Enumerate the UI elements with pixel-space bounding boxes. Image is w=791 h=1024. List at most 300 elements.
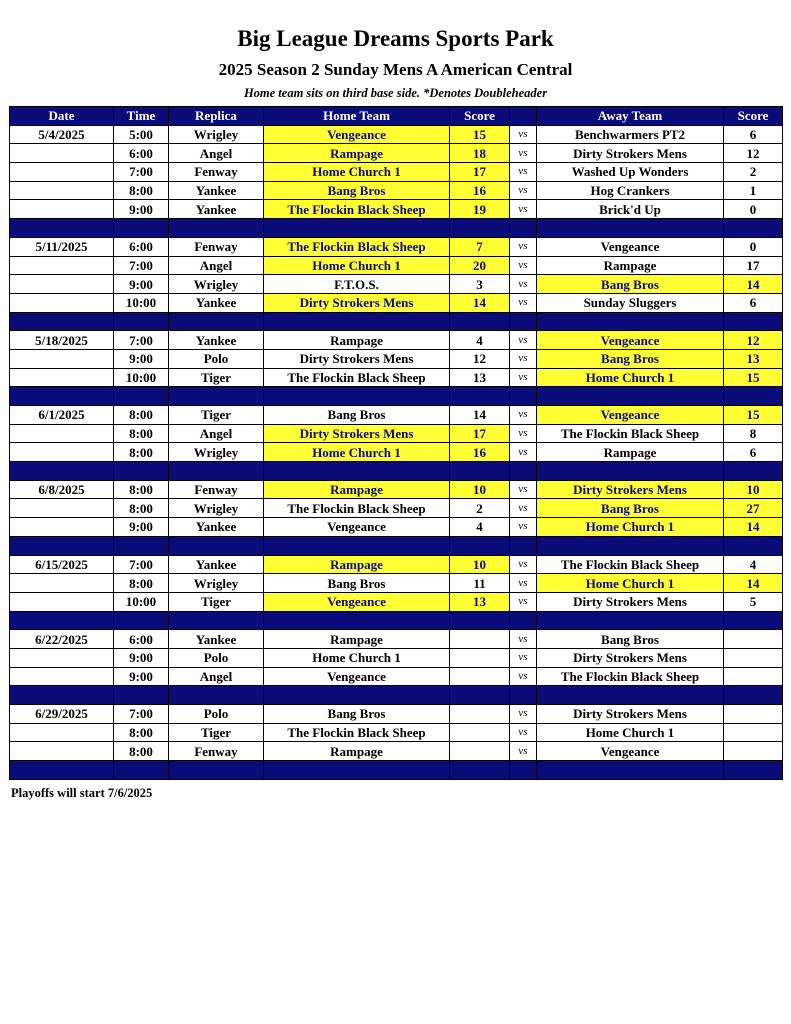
week-separator bbox=[10, 761, 783, 780]
game-date bbox=[10, 723, 114, 742]
game-date bbox=[10, 293, 114, 312]
away-team: Benchwarmers PT2 bbox=[537, 125, 724, 144]
home-score: 17 bbox=[450, 424, 510, 443]
schedule-table bbox=[9, 106, 783, 780]
game-field: Fenway bbox=[169, 163, 264, 182]
away-team: The Flockin Black Sheep bbox=[537, 424, 724, 443]
away-team: Dirty Strokers Mens bbox=[537, 144, 724, 163]
away-team: Bang Bros bbox=[537, 349, 724, 368]
game-field: Angel bbox=[169, 667, 264, 686]
home-score bbox=[450, 667, 510, 686]
game-time: 8:00 bbox=[114, 742, 169, 761]
game-time: 6:00 bbox=[114, 144, 169, 163]
table-row bbox=[10, 256, 783, 275]
col-header-replica: Replica bbox=[169, 107, 264, 126]
game-date: 5/11/2025 bbox=[10, 237, 114, 256]
home-score: 13 bbox=[450, 368, 510, 387]
col-header-vs bbox=[510, 107, 537, 126]
separator-cell bbox=[450, 219, 510, 238]
separator-cell bbox=[724, 312, 783, 331]
separator-cell bbox=[537, 761, 724, 780]
separator-cell bbox=[114, 536, 169, 555]
game-date: 6/22/2025 bbox=[10, 630, 114, 649]
separator-cell bbox=[264, 462, 450, 481]
home-score: 11 bbox=[450, 574, 510, 593]
game-field: Wrigley bbox=[169, 443, 264, 462]
game-date bbox=[10, 368, 114, 387]
separator-cell bbox=[724, 761, 783, 780]
home-score: 10 bbox=[450, 555, 510, 574]
home-score bbox=[450, 630, 510, 649]
home-score: 4 bbox=[450, 518, 510, 537]
schedule-subtitle: 2025 Season 2 Sunday Mens A American Central bbox=[218, 60, 573, 79]
home-team: Vengeance bbox=[264, 518, 450, 537]
away-team: Brick'd Up bbox=[537, 200, 724, 219]
schedule-note: Home team sits on third base side. *Denotes Doubleheader bbox=[243, 86, 548, 100]
week-separator bbox=[10, 462, 783, 481]
game-time: 8:00 bbox=[114, 574, 169, 593]
game-field: Wrigley bbox=[169, 275, 264, 294]
away-team: Vengeance bbox=[537, 331, 724, 350]
separator-cell bbox=[510, 761, 537, 780]
away-team: Rampage bbox=[537, 256, 724, 275]
separator-cell bbox=[264, 761, 450, 780]
playoffs-note: Playoffs will start 7/6/2025 bbox=[11, 786, 153, 800]
home-team: Rampage bbox=[264, 144, 450, 163]
home-team: Rampage bbox=[264, 555, 450, 574]
table-row bbox=[10, 518, 783, 537]
away-team: Dirty Strokers Mens bbox=[537, 705, 724, 724]
game-field: Polo bbox=[169, 648, 264, 667]
home-team: Dirty Strokers Mens bbox=[264, 293, 450, 312]
game-date bbox=[10, 181, 114, 200]
separator-cell bbox=[724, 462, 783, 481]
vs-label: vs bbox=[510, 181, 537, 200]
away-score: 27 bbox=[724, 499, 783, 518]
separator-cell bbox=[169, 387, 264, 406]
away-team: Sunday Sluggers bbox=[537, 293, 724, 312]
vs-label: vs bbox=[510, 499, 537, 518]
game-time: 7:00 bbox=[114, 163, 169, 182]
vs-label: vs bbox=[510, 518, 537, 537]
game-field: Wrigley bbox=[169, 574, 264, 593]
vs-label: vs bbox=[510, 742, 537, 761]
table-row bbox=[10, 480, 783, 499]
home-score: 20 bbox=[450, 256, 510, 275]
away-team: Bang Bros bbox=[537, 630, 724, 649]
table-row bbox=[10, 349, 783, 368]
vs-label: vs bbox=[510, 349, 537, 368]
table-row bbox=[10, 406, 783, 425]
col-header-time: Time bbox=[114, 107, 169, 126]
away-score: 4 bbox=[724, 555, 783, 574]
away-team: Vengeance bbox=[537, 742, 724, 761]
game-time: 9:00 bbox=[114, 275, 169, 294]
separator-cell bbox=[114, 761, 169, 780]
vs-label: vs bbox=[510, 406, 537, 425]
away-score: 0 bbox=[724, 237, 783, 256]
page-title: Big League Dreams Sports Park bbox=[237, 26, 554, 51]
away-score: 8 bbox=[724, 424, 783, 443]
table-row bbox=[10, 574, 783, 593]
table-row bbox=[10, 424, 783, 443]
game-date: 6/8/2025 bbox=[10, 480, 114, 499]
away-score: 15 bbox=[724, 368, 783, 387]
game-time: 7:00 bbox=[114, 331, 169, 350]
home-team: The Flockin Black Sheep bbox=[264, 200, 450, 219]
col-header-away-team: Away Team bbox=[537, 107, 724, 126]
separator-cell bbox=[450, 462, 510, 481]
away-score: 15 bbox=[724, 406, 783, 425]
table-row bbox=[10, 275, 783, 294]
table-row bbox=[10, 499, 783, 518]
game-field: Angel bbox=[169, 424, 264, 443]
away-team: Home Church 1 bbox=[537, 518, 724, 537]
away-score: 6 bbox=[724, 443, 783, 462]
home-team: Dirty Strokers Mens bbox=[264, 349, 450, 368]
week-separator bbox=[10, 536, 783, 555]
home-score: 3 bbox=[450, 275, 510, 294]
away-team: Bang Bros bbox=[537, 499, 724, 518]
game-date bbox=[10, 275, 114, 294]
away-score bbox=[724, 648, 783, 667]
home-score: 16 bbox=[450, 443, 510, 462]
away-team: Rampage bbox=[537, 443, 724, 462]
table-row bbox=[10, 200, 783, 219]
game-time: 8:00 bbox=[114, 406, 169, 425]
vs-label: vs bbox=[510, 592, 537, 611]
away-score: 0 bbox=[724, 200, 783, 219]
separator-cell bbox=[10, 219, 114, 238]
vs-label: vs bbox=[510, 293, 537, 312]
away-score bbox=[724, 667, 783, 686]
game-date bbox=[10, 499, 114, 518]
home-team: Vengeance bbox=[264, 667, 450, 686]
separator-cell bbox=[450, 686, 510, 705]
away-team: The Flockin Black Sheep bbox=[537, 555, 724, 574]
separator-cell bbox=[450, 312, 510, 331]
away-score bbox=[724, 705, 783, 724]
game-time: 9:00 bbox=[114, 349, 169, 368]
separator-cell bbox=[169, 219, 264, 238]
separator-cell bbox=[10, 387, 114, 406]
week-separator bbox=[10, 219, 783, 238]
game-time: 10:00 bbox=[114, 293, 169, 312]
separator-cell bbox=[169, 312, 264, 331]
game-field: Fenway bbox=[169, 480, 264, 499]
home-score: 7 bbox=[450, 237, 510, 256]
away-score: 1 bbox=[724, 181, 783, 200]
separator-cell bbox=[510, 686, 537, 705]
game-date bbox=[10, 742, 114, 761]
game-date bbox=[10, 574, 114, 593]
separator-cell bbox=[169, 462, 264, 481]
table-row bbox=[10, 555, 783, 574]
game-date bbox=[10, 518, 114, 537]
vs-label: vs bbox=[510, 144, 537, 163]
home-score: 19 bbox=[450, 200, 510, 219]
game-date: 6/29/2025 bbox=[10, 705, 114, 724]
game-field: Angel bbox=[169, 144, 264, 163]
separator-cell bbox=[114, 219, 169, 238]
away-score bbox=[724, 723, 783, 742]
home-score bbox=[450, 705, 510, 724]
separator-cell bbox=[450, 536, 510, 555]
away-score: 10 bbox=[724, 480, 783, 499]
away-team: Vengeance bbox=[537, 237, 724, 256]
separator-cell bbox=[10, 312, 114, 331]
separator-cell bbox=[450, 761, 510, 780]
separator-cell bbox=[724, 219, 783, 238]
vs-label: vs bbox=[510, 237, 537, 256]
separator-cell bbox=[264, 312, 450, 331]
vs-label: vs bbox=[510, 256, 537, 275]
separator-cell bbox=[114, 462, 169, 481]
game-date: 5/18/2025 bbox=[10, 331, 114, 350]
vs-label: vs bbox=[510, 424, 537, 443]
separator-cell bbox=[724, 536, 783, 555]
away-score: 2 bbox=[724, 163, 783, 182]
week-separator bbox=[10, 686, 783, 705]
home-score: 17 bbox=[450, 163, 510, 182]
home-team: Bang Bros bbox=[264, 574, 450, 593]
vs-label: vs bbox=[510, 275, 537, 294]
vs-label: vs bbox=[510, 555, 537, 574]
away-team: Vengeance bbox=[537, 406, 724, 425]
home-team: Bang Bros bbox=[264, 181, 450, 200]
separator-cell bbox=[264, 686, 450, 705]
separator-cell bbox=[169, 761, 264, 780]
game-field: Tiger bbox=[169, 368, 264, 387]
home-score: 2 bbox=[450, 499, 510, 518]
separator-cell bbox=[537, 611, 724, 630]
away-score: 6 bbox=[724, 125, 783, 144]
home-team: Rampage bbox=[264, 480, 450, 499]
away-team: Dirty Strokers Mens bbox=[537, 592, 724, 611]
game-time: 8:00 bbox=[114, 499, 169, 518]
home-score: 16 bbox=[450, 181, 510, 200]
game-time: 6:00 bbox=[114, 630, 169, 649]
vs-label: vs bbox=[510, 574, 537, 593]
home-team: Home Church 1 bbox=[264, 443, 450, 462]
separator-cell bbox=[510, 462, 537, 481]
away-team: Dirty Strokers Mens bbox=[537, 648, 724, 667]
table-row bbox=[10, 630, 783, 649]
vs-label: vs bbox=[510, 630, 537, 649]
game-date bbox=[10, 256, 114, 275]
vs-label: vs bbox=[510, 667, 537, 686]
separator-cell bbox=[724, 387, 783, 406]
game-time: 10:00 bbox=[114, 368, 169, 387]
separator-cell bbox=[537, 536, 724, 555]
vs-label: vs bbox=[510, 125, 537, 144]
home-team: Home Church 1 bbox=[264, 163, 450, 182]
game-date bbox=[10, 443, 114, 462]
home-score: 10 bbox=[450, 480, 510, 499]
table-row bbox=[10, 163, 783, 182]
table-row bbox=[10, 648, 783, 667]
home-score: 4 bbox=[450, 331, 510, 350]
game-field: Yankee bbox=[169, 555, 264, 574]
away-score bbox=[724, 742, 783, 761]
home-team: Vengeance bbox=[264, 592, 450, 611]
home-team: Rampage bbox=[264, 331, 450, 350]
home-team: Home Church 1 bbox=[264, 648, 450, 667]
separator-cell bbox=[537, 387, 724, 406]
away-score: 12 bbox=[724, 331, 783, 350]
game-date bbox=[10, 424, 114, 443]
game-time: 9:00 bbox=[114, 518, 169, 537]
game-date bbox=[10, 349, 114, 368]
game-date bbox=[10, 163, 114, 182]
game-field: Yankee bbox=[169, 200, 264, 219]
game-field: Fenway bbox=[169, 742, 264, 761]
table-row bbox=[10, 368, 783, 387]
game-date: 6/15/2025 bbox=[10, 555, 114, 574]
home-score: 12 bbox=[450, 349, 510, 368]
away-team: The Flockin Black Sheep bbox=[537, 667, 724, 686]
separator-cell bbox=[114, 686, 169, 705]
game-time: 7:00 bbox=[114, 705, 169, 724]
game-time: 8:00 bbox=[114, 424, 169, 443]
game-field: Wrigley bbox=[169, 125, 264, 144]
game-field: Yankee bbox=[169, 630, 264, 649]
home-team: The Flockin Black Sheep bbox=[264, 499, 450, 518]
game-field: Fenway bbox=[169, 237, 264, 256]
vs-label: vs bbox=[510, 723, 537, 742]
away-score: 6 bbox=[724, 293, 783, 312]
home-team: The Flockin Black Sheep bbox=[264, 723, 450, 742]
week-separator bbox=[10, 611, 783, 630]
separator-cell bbox=[169, 536, 264, 555]
home-score: 15 bbox=[450, 125, 510, 144]
table-row bbox=[10, 443, 783, 462]
game-date bbox=[10, 667, 114, 686]
game-time: 8:00 bbox=[114, 480, 169, 499]
game-field: Tiger bbox=[169, 723, 264, 742]
vs-label: vs bbox=[510, 163, 537, 182]
home-team: The Flockin Black Sheep bbox=[264, 237, 450, 256]
separator-cell bbox=[537, 462, 724, 481]
table-row bbox=[10, 237, 783, 256]
table-row bbox=[10, 144, 783, 163]
separator-cell bbox=[510, 219, 537, 238]
game-field: Tiger bbox=[169, 406, 264, 425]
separator-cell bbox=[724, 611, 783, 630]
table-row bbox=[10, 705, 783, 724]
vs-label: vs bbox=[510, 200, 537, 219]
separator-cell bbox=[264, 611, 450, 630]
away-team: Home Church 1 bbox=[537, 574, 724, 593]
game-date: 5/4/2025 bbox=[10, 125, 114, 144]
table-row bbox=[10, 331, 783, 350]
game-time: 8:00 bbox=[114, 443, 169, 462]
home-team: Bang Bros bbox=[264, 705, 450, 724]
vs-label: vs bbox=[510, 648, 537, 667]
game-time: 10:00 bbox=[114, 592, 169, 611]
separator-cell bbox=[10, 536, 114, 555]
table-row bbox=[10, 181, 783, 200]
game-time: 5:00 bbox=[114, 125, 169, 144]
home-score: 14 bbox=[450, 406, 510, 425]
game-field: Yankee bbox=[169, 518, 264, 537]
separator-cell bbox=[264, 536, 450, 555]
home-score: 14 bbox=[450, 293, 510, 312]
away-score: 14 bbox=[724, 518, 783, 537]
separator-cell bbox=[264, 219, 450, 238]
away-score: 14 bbox=[724, 275, 783, 294]
schedule-body bbox=[10, 125, 783, 779]
week-separator bbox=[10, 387, 783, 406]
separator-cell bbox=[114, 387, 169, 406]
game-field: Yankee bbox=[169, 181, 264, 200]
table-header-row bbox=[10, 107, 783, 126]
table-row bbox=[10, 293, 783, 312]
separator-cell bbox=[537, 312, 724, 331]
table-row bbox=[10, 592, 783, 611]
separator-cell bbox=[724, 686, 783, 705]
away-score: 5 bbox=[724, 592, 783, 611]
game-date bbox=[10, 144, 114, 163]
away-team: Home Church 1 bbox=[537, 723, 724, 742]
vs-label: vs bbox=[510, 331, 537, 350]
separator-cell bbox=[10, 462, 114, 481]
game-date bbox=[10, 200, 114, 219]
game-time: 8:00 bbox=[114, 181, 169, 200]
game-time: 9:00 bbox=[114, 667, 169, 686]
home-score bbox=[450, 742, 510, 761]
table-row bbox=[10, 125, 783, 144]
home-score bbox=[450, 723, 510, 742]
away-score: 17 bbox=[724, 256, 783, 275]
col-header-away-score: Score bbox=[724, 107, 783, 126]
game-field: Tiger bbox=[169, 592, 264, 611]
table-row bbox=[10, 742, 783, 761]
col-header-date: Date bbox=[10, 107, 114, 126]
separator-cell bbox=[537, 686, 724, 705]
separator-cell bbox=[169, 686, 264, 705]
home-score: 18 bbox=[450, 144, 510, 163]
away-score: 14 bbox=[724, 574, 783, 593]
separator-cell bbox=[510, 611, 537, 630]
week-separator bbox=[10, 312, 783, 331]
separator-cell bbox=[10, 611, 114, 630]
game-time: 7:00 bbox=[114, 555, 169, 574]
game-field: Wrigley bbox=[169, 499, 264, 518]
table-row bbox=[10, 723, 783, 742]
col-header-home-team: Home Team bbox=[264, 107, 450, 126]
game-time: 8:00 bbox=[114, 723, 169, 742]
separator-cell bbox=[114, 611, 169, 630]
separator-cell bbox=[510, 312, 537, 331]
home-score bbox=[450, 648, 510, 667]
game-field: Polo bbox=[169, 705, 264, 724]
away-score bbox=[724, 630, 783, 649]
game-field: Polo bbox=[169, 349, 264, 368]
home-team: Dirty Strokers Mens bbox=[264, 424, 450, 443]
col-header-home-score: Score bbox=[450, 107, 510, 126]
away-team: Bang Bros bbox=[537, 275, 724, 294]
game-field: Yankee bbox=[169, 293, 264, 312]
game-field: Angel bbox=[169, 256, 264, 275]
separator-cell bbox=[510, 536, 537, 555]
separator-cell bbox=[10, 761, 114, 780]
separator-cell bbox=[537, 219, 724, 238]
vs-label: vs bbox=[510, 705, 537, 724]
separator-cell bbox=[114, 312, 169, 331]
separator-cell bbox=[450, 611, 510, 630]
away-team: Home Church 1 bbox=[537, 368, 724, 387]
